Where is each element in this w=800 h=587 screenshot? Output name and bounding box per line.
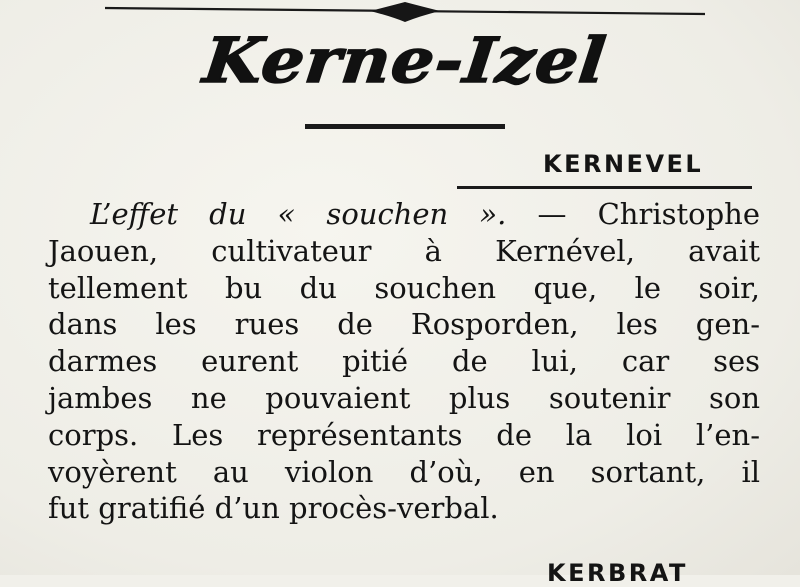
article-line: jambes ne pouvaient plus soutenir son — [48, 380, 760, 415]
section-heading: KERNEVEL — [543, 150, 704, 178]
article-line: dans les rues de Rosporden, les gen- — [48, 307, 760, 342]
article-line: darmes eurent pitié de lui, car ses — [48, 344, 760, 379]
article-line: corps. Les représentants de la loi l’en- — [48, 417, 760, 452]
article-line: voyèrent au violon d’où, en sortant, il — [48, 454, 760, 489]
article-line: tellement bu du souchen que, le soir, — [48, 270, 760, 305]
article-line: Jaouen, cultivateur à Kernével, avait — [48, 233, 760, 268]
next-section-heading-text: KERBRAT — [547, 559, 688, 587]
masthead-title: Kerne-Izel — [199, 24, 611, 97]
article-line-text: Christophe — [597, 197, 760, 231]
article-body — [48, 196, 760, 527]
article-title: L’effet du « souchen ». — [90, 197, 507, 231]
article-line: fut gratifié d’un procès-verbal. — [48, 491, 499, 526]
section-divider — [457, 186, 752, 189]
article-dash: — — [506, 197, 598, 231]
next-section-heading — [547, 559, 688, 587]
masthead-underline — [305, 124, 505, 129]
ornamental-rule-icon — [105, 0, 705, 26]
article-line — [48, 196, 760, 233]
